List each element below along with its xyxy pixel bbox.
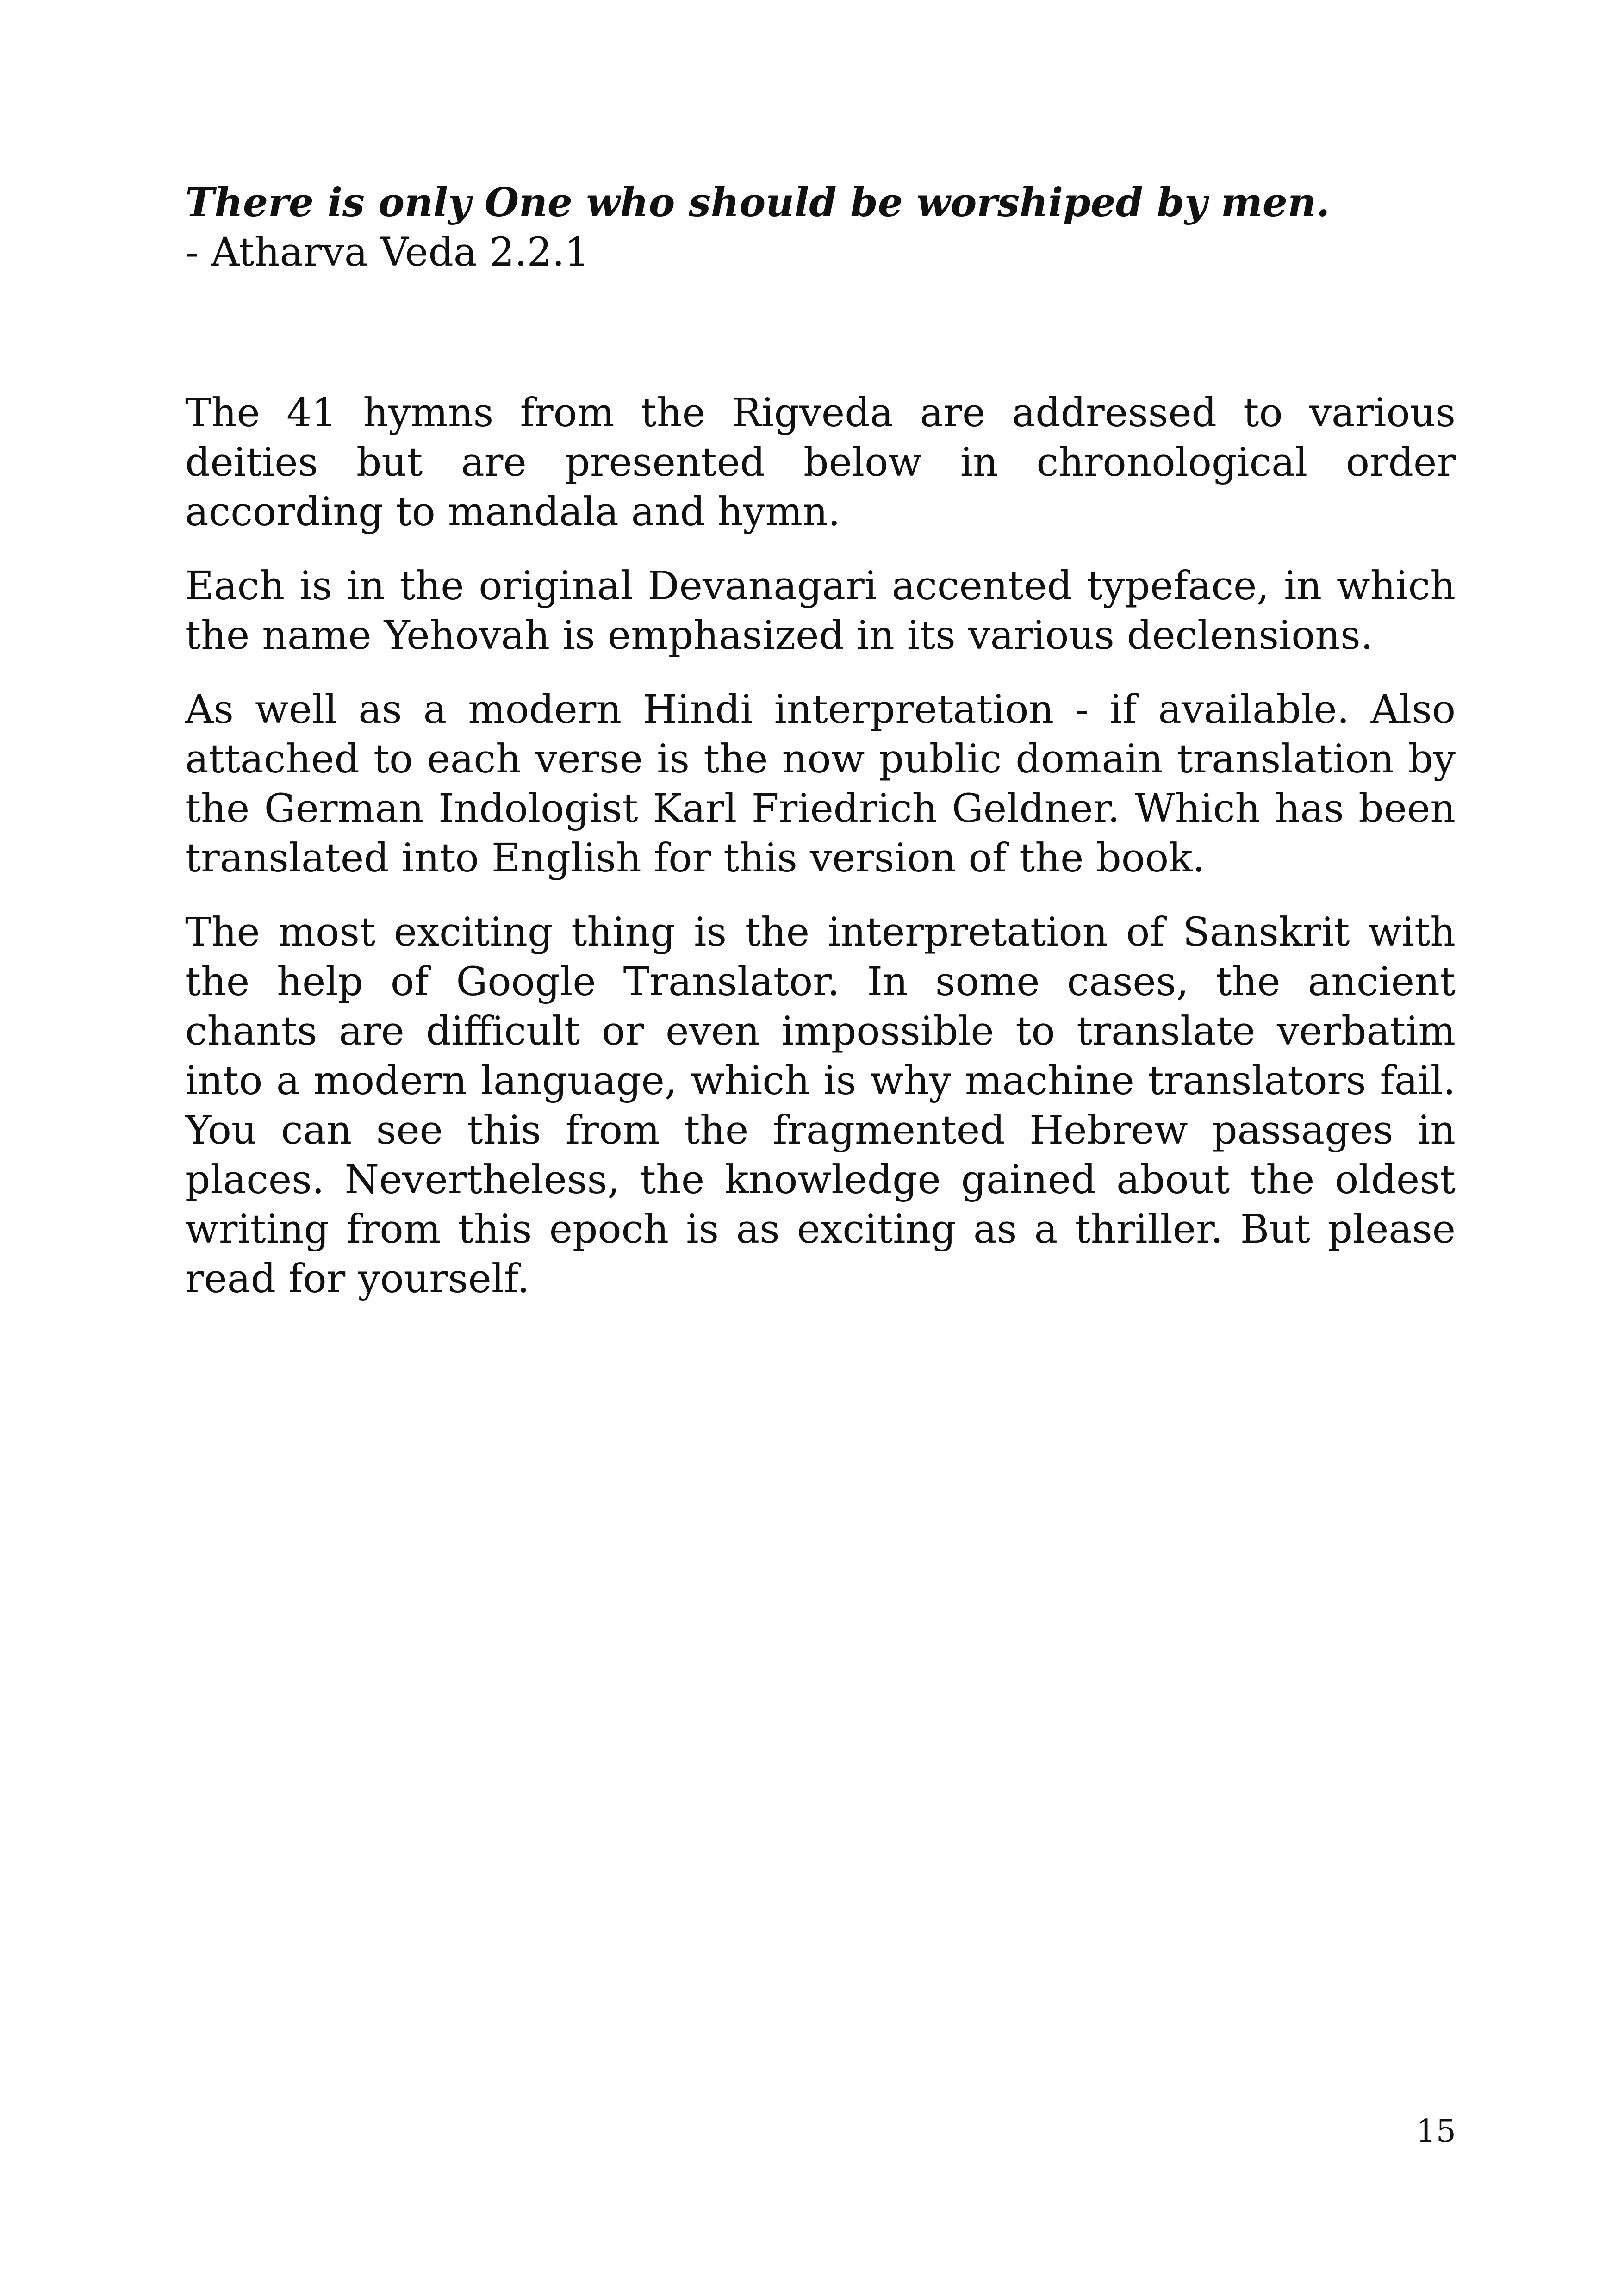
- paragraph-hindi-geldner: As well as a modern Hindi interpretation - if available. Also attached to each verse is the now public domain translation by the German Indologist Karl Friedrich Geldner. Which has been translated into English for this version of the book.: [185, 687, 1456, 881]
- paragraph-devanagari: Each is in the original Devanagari accented typeface, in which the name Yehovah is emphasized in its various declensions.: [185, 563, 1456, 659]
- paragraph-hymns-intro: The 41 hymns from the Rigveda are addressed to various deities but are presented below in chronological order according to mandala and hymn.: [185, 390, 1456, 535]
- epigraph-source: - Atharva Veda 2.2.1: [185, 230, 590, 275]
- paragraph-google-translator: The most exciting thing is the interpretation of Sanskrit with the help of Google Translator. In some cases, the ancient chants are difficult or even impossible to translate verbatim into a modern language, which is why machine translators fail. You can see this from the fragmented Hebrew passages in places. Nevertheless, the knowledge gained about the oldest writing from this epoch is as exciting as a thriller. But please read for yourself.: [185, 909, 1456, 1302]
- epigraph-quote: There is only One who should be worshiped by men.: [185, 180, 1330, 226]
- text-block: [185, 178, 1456, 1328]
- page-number: 15: [1416, 2113, 1456, 2150]
